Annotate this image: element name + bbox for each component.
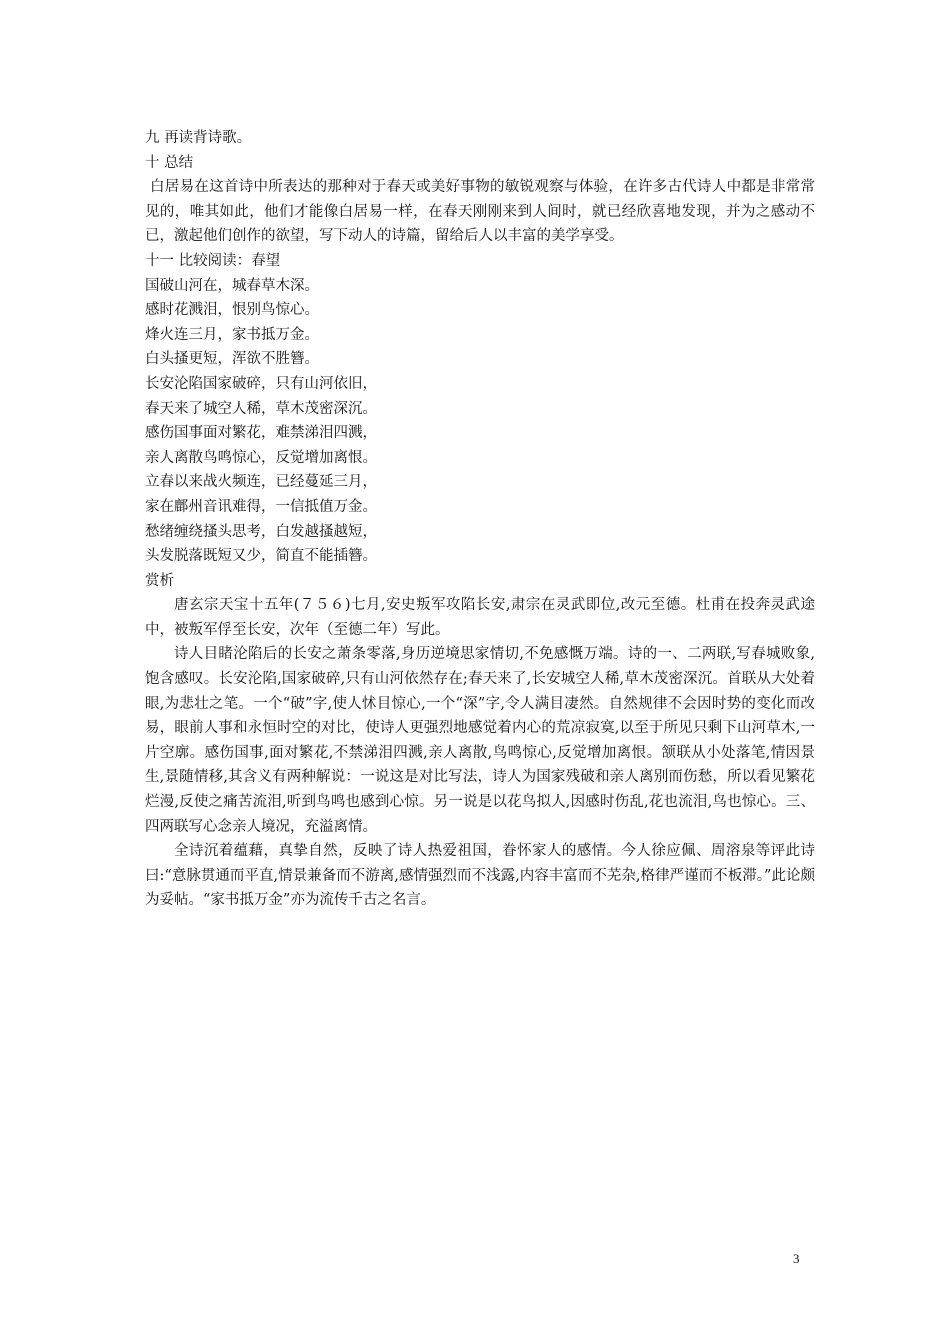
translation-block (145, 372, 815, 569)
analysis-paragraph: 诗人目睹沦陷后的长安之萧条零落,身历逆境思家情切,不免感慨万端。诗的一、二两联,写春城败象,饱含感叹。长安沦陷,国家破碎,只有山河依然存在;春天来了,长安城空人稀,草木茂密深沉。首联从大处着眼,为悲壮之笔。一个“破”字,使人怵目惊心,一个“深”字,令人满目凄然。自然规律不会因时势的变化而改易，眼前人事和永恒时空的对比，使诗人更强烈地感觉着内心的荒凉寂寞,以至于所见只剩下山河草木,一片空廓。感伤国事,面对繁花,不禁涕泪四溅,亲人离散,鸟鸣惊心,反觉增加离恨。颔联从小处落笔,情因景生,景随情移,其含义有两种解说：一说这是对比写法，诗人为国家残破和亲人离别而伤愁，所以看见繁花烂漫,反使之痛苦流泪,听到鸟鸣也感到心惊。另一说是以花鸟拟人,因感时伤乱,花也流泪,鸟也惊心。三、四两联写心念亲人境况，充溢离情。 (145, 646, 815, 835)
analysis-paragraph: 全诗沉着蕴藉，真挚自然，反映了诗人热爱祖国，眷怀家人的感情。今人徐应佩、周溶泉等评此诗曰:“意脉贯通而平直,情景兼备而不游离,感情强烈而不浅露,内容丰富而不芜杂,格律严谨而不板滞。”此论颇为妥帖。“家书抵万金”亦为流传千古之名言。 (145, 843, 815, 909)
page-number: 3 (793, 1251, 800, 1266)
section-10-heading: 十 总结 (145, 154, 194, 171)
translation-line: 立春以来战火频连，已经蔓延三月， (145, 474, 377, 491)
translation-line: 家在鄜州音讯难得，一信抵值万金。 (145, 498, 377, 515)
poem-line: 烽火连三月，家书抵万金。 (145, 326, 319, 343)
translation-line: 亲人离散鸟鸣惊心，反觉增加离恨。 (145, 449, 377, 466)
translation-line: 长安沦陷国家破碎，只有山河依旧， (145, 375, 377, 392)
summary-paragraph: 白居易在这首诗中所表达的那种对于春天或美好事物的敏锐观察与体验，在许多古代诗人中都是非常常见的，唯其如此，他们才能像白居易一样，在春天刚刚来到人间时，就已经欣喜地发现，并为之感动不已，激起他们创作的欲望，写下动人的诗篇，留给后人以丰富的美学享受。 (145, 179, 815, 245)
poem-line: 感时花溅泪，恨别鸟惊心。 (145, 302, 319, 319)
section-11-heading: 十一 比较阅读：春望 (145, 252, 281, 269)
poem-line: 白头搔更短，浑欲不胜簪。 (145, 351, 319, 368)
poem-line: 国破山河在，城春草木深。 (145, 277, 319, 294)
translation-line: 感伤国事面对繁花，难禁涕泪四溅， (145, 425, 377, 442)
translation-line: 春天来了城空人稀，草木茂密深沉。 (145, 400, 377, 417)
analysis-paragraph: 唐玄宗天宝十五年(７５６)七月,安史叛军攻陷长安,肃宗在灵武即位,改元至德。杜甫在投奔灵武途中，被叛军俘至长安，次年（至德二年）写此。 (145, 597, 815, 638)
poem-block (145, 274, 815, 372)
translation-line: 愁绪缠绕搔头思考，白发越搔越短， (145, 523, 377, 540)
document-body (145, 126, 815, 913)
section-9-line: 九 再读背诗歌。 (145, 130, 252, 146)
analysis-heading: 赏析 (145, 572, 174, 589)
translation-line: 头发脱落既短又少，简直不能插簪。 (145, 548, 377, 565)
